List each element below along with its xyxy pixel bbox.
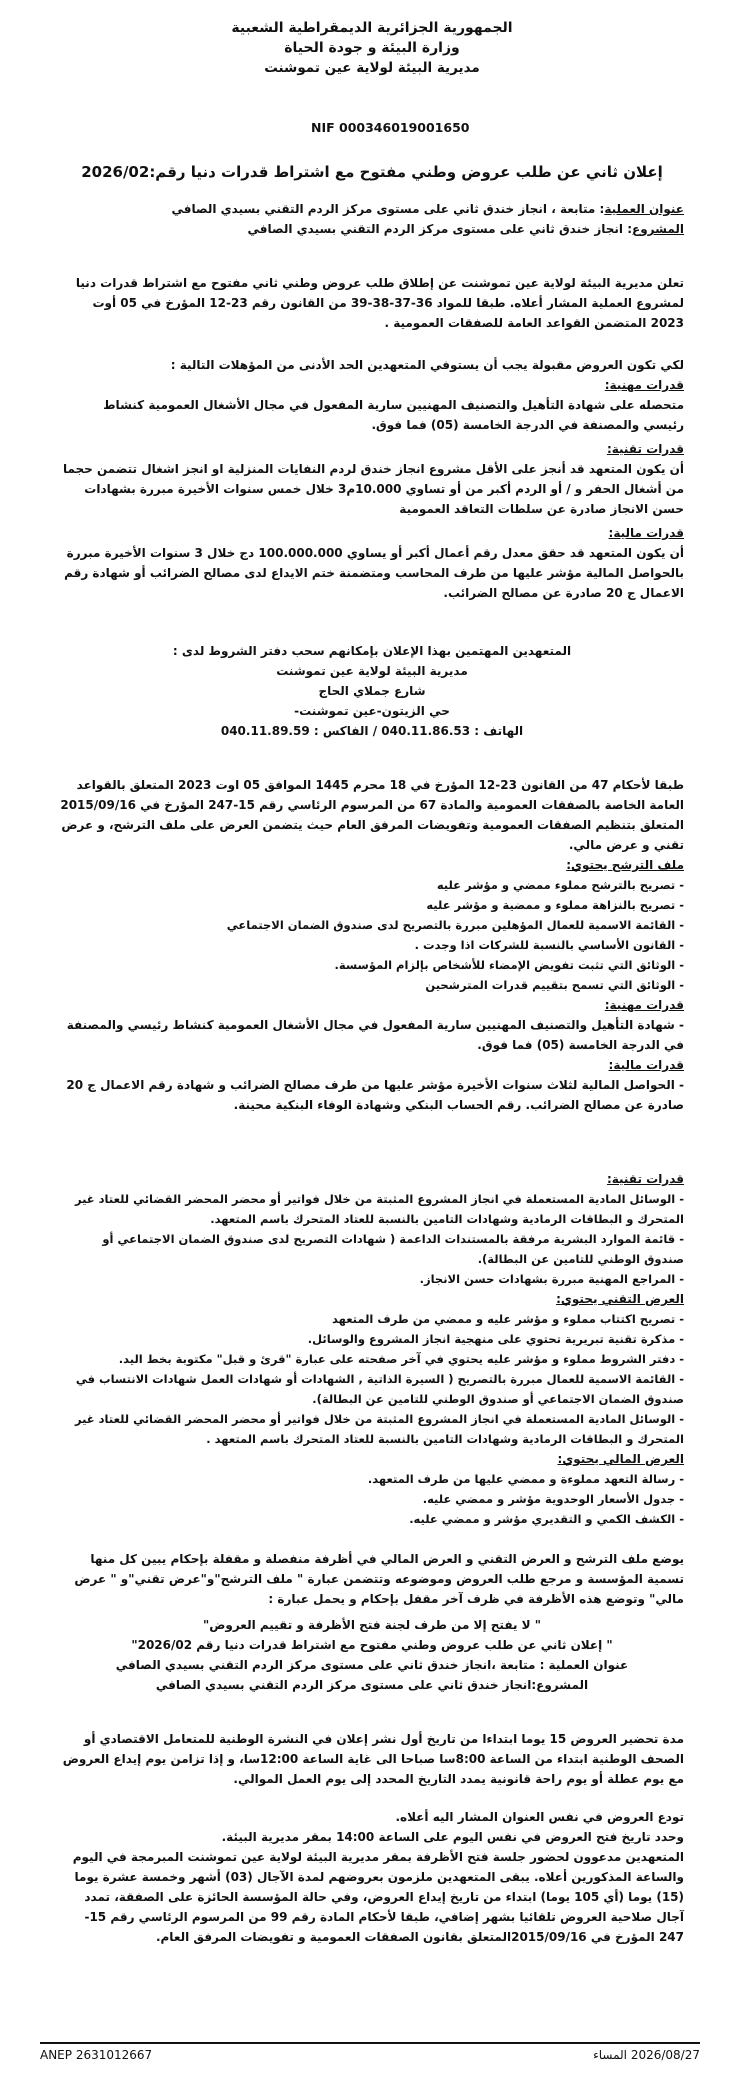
fin-offer-list xyxy=(60,1469,684,1529)
operation-label: عنوان العملية xyxy=(604,202,684,216)
contact-district: حي الزيتون-عين تموشنت- xyxy=(294,704,450,718)
list-item: - القانون الأساسي بالنسبة للشركات اذا وجدت . xyxy=(60,935,684,955)
contact-street: شارع جملاي الحاج xyxy=(318,684,426,698)
contact-directorate: مديرية البيئة لولاية عين تموشنت xyxy=(276,664,468,678)
list-item: - رسالة التعهد مملوءة و ممضي عليها من طرف المتعهد. xyxy=(60,1469,684,1489)
fin-capacity2-label: قدرات مالية: xyxy=(608,1058,684,1072)
tech-capacity2-label: قدرات تقنية: xyxy=(606,1172,684,1186)
envelope-inscription xyxy=(60,1615,684,1695)
envelope-line-2: " إعلان ثاني عن طلب عروض وطني مفتوح مع اشتراط قدرات دنيا رقم 2026/02" xyxy=(131,1638,613,1652)
legal-basis-paragraph: طبقا لأحكام 47 من القانون 23-12 المؤرخ في 18 محرم 1445 الموافق 05 اوت 2023 المتعلق بالقواعد العامة الخاصة بالصفقات العمومية والمادة 67 من المرسوم الرئاسي رقم 15-247 المؤرخ في 2015/09/16 المتعلق بتنظيم الصفقات العمومية وتفويضات المرفق العام حيث يتضمن العرض على ملف الترشح، و عرض تقني و عرض مالي. xyxy=(60,778,684,852)
nif-number: NIF 000346019001650 xyxy=(311,120,470,135)
fin-capacity-label: قدرات مالية: xyxy=(608,526,684,540)
notice-title: إعلان ثاني عن طلب عروض وطني مفتوح مع اشتراط قدرات دنيا رقم:2026/02 xyxy=(81,163,663,181)
candidacy-file-list xyxy=(60,875,684,995)
list-item: - مذكرة تقنية تبريرية تحتوي على منهجية انجاز المشروع والوسائل. xyxy=(60,1329,684,1349)
list-item: - تصريح بالترشح مملوء ممضي و مؤشر عليه xyxy=(60,875,684,895)
tech-offer-label: العرض التقني يحتوي: xyxy=(556,1292,684,1306)
tech-capacity-text: أن يكون المتعهد قد أنجز على الأقل مشروع انجاز خندق لردم النفايات المنزلية او انجز اشغال تتضمن حجما من أشغال الحفر و / أو الردم أكبر من أو تساوي 10.000م3 خلال خمس سنوات الأخيرة مبررة بشهادات حسن الانجاز صادرة عن سلطات التعاقد العمومية xyxy=(62,462,684,516)
preparation-period: مدة تحضير العروض 15 يوما ابتداءا من تاريخ أول نشر إعلان في النشرة الوطنية للمتعامل الاقتصادي أو الصحف الوطنية ابتداء من الساعة 8:00سا صباحا الى غاية الساعة 12:00سا، و إذا تزامن يوم إيداع العروض مع يوم عطلة أو يوم راحة قانونية يمدد التاريخ المحدد إلى يوم العمل الموالي. xyxy=(62,1732,684,1786)
header-directorate: مديرية البيئة لولاية عين تموشنت xyxy=(264,60,480,76)
list-item: - الوسائل المادية المستعملة في انجاز المشروع المثبتة من خلال فواتير أو محضر المحضر القضائي للعتاد غير المتحرك و البطاقات الرمادية وشهادات التامين بالنسبة للعتاد المتحرك باسم المتعهد. xyxy=(60,1189,684,1229)
fin-offer-label: العرض المالي يحتوي: xyxy=(557,1452,684,1466)
footer-divider xyxy=(40,2042,700,2044)
list-item: - جدول الأسعار الوحدوية مؤشر و ممضي عليه. xyxy=(60,1489,684,1509)
invitation-paragraph: المتعهدين مدعوون لحضور جلسة فتح الأظرفة بمقر مديرية البيئة لولاية عين تموشنت المبرمجة في اليوم والساعة المذكورين أعلاه. يبقى المتعهدين ملزمون بعروضهم لمدة الآجال (03) أشهر وخمسة عشرة يوما (15) يوما (أي 105 يوما) ابتداء من تاريخ إيداع العروض، وفي حالة المؤسسة الحائزة على الصفقة، تمدد آجال صلاحية العروض تلقائيا بشهر إضافي، طبقا لأحكام المادة رقم 99 من المرسوم الرئاسي رقم 15-247 المؤرخ في 2015/09/16المتعلق بقانون الصفقات العمومية و تفويضات المرفق العام. xyxy=(72,1850,684,1944)
tech-offer-list xyxy=(60,1309,684,1449)
list-item: - تصريح بالنزاهة مملوء و ممضية و مؤشر عليه xyxy=(60,895,684,915)
operation-text: : متابعة ، انجاز خندق ثاني على مستوى مركز الردم التقني بسيدي الصافي xyxy=(171,202,605,216)
list-item: - المراجع المهنية مبررة بشهادات حسن الانجاز. xyxy=(60,1269,684,1289)
tech-capacity2-list xyxy=(60,1189,684,1289)
list-item: - الوسائل المادية المستعملة في انجاز المشروع المثبتة من خلال فواتير أو محضر المحضر القضائي للعتاد غير المتحرك و البطاقات الرمادية وشهادات التامين بالنسبة للعتاد المتحرك باسم المتعهد . xyxy=(60,1409,684,1449)
list-item: - القائمة الاسمية للعمال مبررة بالتصريح ( السيرة الذاتية , الشهادات أو شهادات العمل شهادات الانتساب في صندوق الضمان الاجتماعي أو صندوق الوطني للتامين عن البطالة). xyxy=(60,1369,684,1409)
project-text: : انجاز خندق ثاني على مستوى مركز الردم التقني بسيدي الصافي xyxy=(247,222,632,236)
fin-capacity2-text: - الحواصل المالية لثلاث سنوات الأخيرة مؤشر عليها من طرف مصالح الضرائب و شهادة رقم الاعمال ج 20 صادرة عن مصالح الضرائب. رقم الحساب البنكي وشهادة الوفاء البنكية محينة. xyxy=(66,1078,684,1112)
header-republic: الجمهورية الجزائرية الديمقراطية الشعبية xyxy=(231,20,513,36)
envelope-instructions: يوضع ملف الترشح و العرض التقني و العرض المالي في أظرفة منفصلة و مقفلة بإحكام يبين كل منها تسمية المؤسسة و مرجع طلب العروض وموضوعه وتتضمن عبارة " ملف الترشح"و"عرض تقني"و " عرض مالي" وتوضع هذه الأظرفة في ظرف آخر مقفل بإحكام و يحمل عبارة : xyxy=(74,1552,684,1606)
project-label: المشروع xyxy=(632,222,684,236)
envelope-line-3: عنوان العملية : متابعة ،انجاز خندق ثاني على مستوى مركز الردم التقني بسيدي الصافي xyxy=(115,1658,629,1672)
list-item: - تصريح اكتتاب مملوء و مؤشر عليه و ممضي من طرف المتعهد xyxy=(60,1309,684,1329)
list-item: - الوثائق التي تثبت تفويض الإمضاء للأشخاص بإلزام المؤسسة. xyxy=(60,955,684,975)
opening-date: وحدد تاريخ فتح العروض في نفس اليوم على الساعة 14:00 بمقر مديرية البيئة. xyxy=(221,1830,684,1844)
list-item: - دفتر الشروط مملوء و مؤشر عليه يحتوي في آخر صفحته على عبارة "قرئ و قبل" مكتوبة بخط اليد. xyxy=(60,1349,684,1369)
official-header xyxy=(60,18,684,78)
anep-reference: ANEP 2631012667 xyxy=(40,2048,153,2062)
operation-block xyxy=(60,199,684,239)
deposit-location: تودع العروض في نفس العنوان المشار اليه أعلاه. xyxy=(395,1810,684,1824)
candidacy-file-label: ملف الترشح يحتوي: xyxy=(566,858,684,872)
list-item: - القائمة الاسمية للعمال المؤهلين مبررة بالتصريح لدى صندوق الضمان الاجتماعي xyxy=(60,915,684,935)
list-item: - الوثائق التي تسمح بتقييم قدرات المترشحين xyxy=(60,975,684,995)
contact-phone-fax: الهاتف : 040.11.86.53 / الفاكس : 040.11.89.59 xyxy=(220,724,524,738)
list-item: - قائمة الموارد البشرية مرفقة بالمستندات الداعمة ( شهادات التصريح لدى صندوق الضمان الاجتماعي أو صندوق الوطني للتامين عن البطالة). xyxy=(60,1229,684,1269)
fin-capacity-text: أن يكون المتعهد قد حقق معدل رقم أعمال أكبر أو يساوي 100.000.000 دج خلال 3 سنوات الأخيرة مبررة بالحواصل المالية مؤشر عليها من طرف المحاسب ومتضمنة ختم الايداع لدى مصالح الضرائب أو شهادة رقم الاعمال ج 20 صادرة عن مصالح الضرائب. xyxy=(64,546,684,600)
intro-paragraph: تعلن مديرية البيئة لولاية عين تموشنت عن إطلاق طلب عروض وطني ثاني مفتوح مع اشتراط قدرات دنيا لمشروع العملية المشار أعلاه. طبقا للمواد 36-37-38-39 من القانون رقم 23-12 المؤرخ في 05 أوت 2023 المتضمن القواعد العامة للصفقات العمومية . xyxy=(75,276,684,330)
prof-capacity-text: متحصله على شهادة التأهيل والتصنيف المهنيين سارية المفعول في مجال الأشغال العمومية كنشاط رئيسي والمصنفة في الدرجة الخامسة (05) فما فوق. xyxy=(103,398,684,432)
footer xyxy=(40,2048,700,2070)
list-item: - الكشف الكمي و التقديري مؤشر و ممضي عليه. xyxy=(60,1509,684,1529)
envelope-line-1: " لا يفتح إلا من طرف لجنة فتح الأظرفة و تقييم العروض" xyxy=(202,1618,542,1632)
prof-capacity2-text: - شهادة التأهيل والتصنيف المهنيين سارية المفعول في مجال الأشغال العمومية كنشاط رئيسي والمصنفة في الدرجة الخامسة (05) فما فوق. xyxy=(66,1018,684,1052)
prof-capacity-label: قدرات مهنية: xyxy=(604,378,684,392)
prof-capacity2-label: قدرات مهنية: xyxy=(604,998,684,1012)
contact-block xyxy=(60,641,684,741)
contact-intro: المتعهدين المهتمين بهذا الإعلان بإمكانهم سحب دفتر الشروط لدى : xyxy=(172,644,572,658)
envelope-line-4: المشروع:انجاز خندق ثاني على مستوى مركز الردم التقني بسيدي الصافي xyxy=(155,1678,589,1692)
tech-capacity-label: قدرات تقنية: xyxy=(606,442,684,456)
publication-date: 2026/08/27 المساء xyxy=(593,2048,700,2062)
min-requirements-intro: لكي تكون العروض مقبولة يجب أن يستوفي المتعهدين الحد الأدنى من المؤهلات التالية : xyxy=(170,358,684,372)
header-ministry: وزارة البيئة و جودة الحياة xyxy=(284,40,460,56)
